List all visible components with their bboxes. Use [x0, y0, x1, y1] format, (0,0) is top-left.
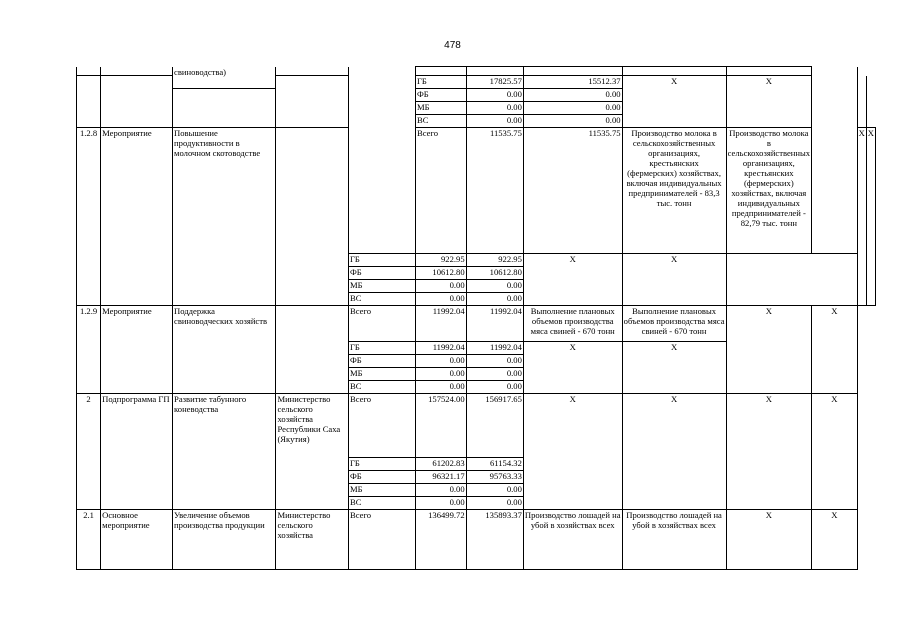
event-name: свиноводства) [173, 67, 276, 89]
fund-source: МБ [348, 280, 415, 293]
fact-value: 156917.65 [466, 394, 523, 458]
row-number: 1.2.8 [77, 128, 101, 306]
fund-source: ВС [348, 381, 415, 394]
fund-source: МБ [348, 368, 415, 381]
plan-value: 0.00 [415, 497, 466, 510]
mark-x: X [726, 306, 811, 394]
plan-value: 11992.04 [415, 306, 466, 342]
row-number: 2.1 [77, 510, 101, 570]
event-name: Увеличение объемов производства продукции [173, 510, 276, 570]
executor: Министерство сельского хозяйства Республики Саха (Якутия) [276, 394, 349, 510]
mark-x: X [866, 128, 875, 306]
budget-table [76, 66, 876, 570]
fund-source: ВС [348, 293, 415, 306]
fact-value: 0.00 [466, 497, 523, 510]
fact-value: 0.00 [466, 368, 523, 381]
fact-value: 11992.04 [466, 342, 523, 355]
fact-value: 0.00 [466, 355, 523, 368]
plan-value: 0.00 [466, 115, 523, 128]
fund-source: ГБ [348, 254, 415, 267]
plan-value: 0.00 [415, 381, 466, 394]
event-name: Повышение продуктивности в молочном скотоводстве [173, 128, 276, 306]
result-fact: Производство лошадей на убой в хозяйствах всех [622, 510, 726, 570]
fact-value: 61154.32 [466, 458, 523, 471]
table-row [77, 306, 876, 342]
row-number: 1.2.9 [77, 306, 101, 394]
mark-x: X [812, 306, 857, 394]
fact-value: 0.00 [466, 293, 523, 306]
fact-value: 15512.37 [523, 76, 622, 89]
fact-value: 0.00 [466, 484, 523, 497]
fund-source: МБ [348, 484, 415, 497]
plan-value: 0.00 [415, 293, 466, 306]
fund-source: ФБ [348, 267, 415, 280]
plan-value: 0.00 [415, 368, 466, 381]
fund-source: ГБ [348, 342, 415, 355]
row-type: Мероприятие [101, 306, 173, 394]
fact-value: 11992.04 [466, 306, 523, 342]
fund-source: ФБ [415, 89, 466, 102]
result-plan: Производство молока в сельскохозяйственных организациях, крестьянских (фермерских) хозяйствах, включая индивидуальных предпринимателей - 83,3 тыс. тонн [622, 128, 726, 254]
plan-value: 0.00 [415, 355, 466, 368]
table-frame [76, 66, 876, 600]
fact-value: 0.00 [466, 381, 523, 394]
page-number: 478 [444, 40, 461, 51]
mark-x: X [726, 394, 811, 510]
fund-source: Всего [348, 510, 415, 570]
plan-value: 0.00 [415, 484, 466, 497]
table-row [77, 394, 876, 458]
plan-value: 17825.57 [466, 76, 523, 89]
result-fact: Производство молока в сельскохозяйственных организациях, крестьянских (фермерских) хозяйствах, включая индивидуальных предпринимателей - 82,79 тыс. тонн [726, 128, 811, 254]
row-number: 2 [77, 394, 101, 510]
mark-x: X [726, 510, 811, 570]
result-fact: X [622, 394, 726, 510]
fact-value: 11535.75 [523, 128, 622, 254]
fact-value: 0.00 [523, 115, 622, 128]
executor: Министерство сельского хозяйства [276, 510, 349, 570]
plan-value: 136499.72 [415, 510, 466, 570]
result-plan: Производство лошадей на убой в хозяйствах всех [523, 510, 622, 570]
fact-value: 0.00 [466, 280, 523, 293]
table-row [77, 67, 876, 76]
fund-source: МБ [415, 102, 466, 115]
fact-value: 95763.33 [466, 471, 523, 484]
plan-value: 61202.83 [415, 458, 466, 471]
fund-source: ФБ [348, 471, 415, 484]
plan-value: 922.95 [415, 254, 466, 267]
result-fact: X [622, 342, 726, 394]
event-name: Развитие табунного коневодства [173, 394, 276, 510]
plan-value: 96321.17 [415, 471, 466, 484]
mark-x: X [857, 128, 866, 306]
result-plan: Выполнение плановых объемов производства мяса свиней - 670 тонн [523, 306, 622, 342]
plan-value: 10612.80 [415, 267, 466, 280]
fact-value: 135893.37 [466, 510, 523, 570]
fund-source: Всего [348, 394, 415, 458]
mark-x: X [812, 394, 857, 510]
row-type: Основное мероприятие [101, 510, 173, 570]
plan-value: 0.00 [415, 280, 466, 293]
result-fact: X [622, 254, 726, 306]
result-fact: Выполнение плановых объемов производства мяса свиней - 670 тонн [622, 306, 726, 342]
plan-value: 0.00 [466, 102, 523, 115]
result-plan: X [523, 394, 622, 510]
fact-value: 0.00 [523, 89, 622, 102]
row-type: Мероприятие [101, 128, 173, 306]
plan-value: 0.00 [466, 89, 523, 102]
fact-value: 922.95 [466, 254, 523, 267]
fact-value: 0.00 [523, 102, 622, 115]
fund-source: ВС [348, 497, 415, 510]
fact-value: 10612.80 [466, 267, 523, 280]
fund-source: ГБ [415, 76, 466, 89]
result-plan: X [622, 76, 726, 89]
row-type: Подпрограмма ГП [101, 394, 173, 510]
result-plan: X [523, 342, 622, 394]
fund-source: ФБ [348, 355, 415, 368]
plan-value: 11992.04 [415, 342, 466, 355]
table-row [77, 510, 876, 570]
table-row [77, 128, 876, 254]
table-row [77, 89, 876, 102]
result-fact: X [726, 76, 811, 89]
result-plan: X [523, 254, 622, 306]
plan-value: 157524.00 [415, 394, 466, 458]
fund-source: Всего [348, 306, 415, 342]
fund-source: ГБ [348, 458, 415, 471]
event-name: Поддержка свиноводческих хозяйств [173, 306, 276, 394]
mark-x: X [812, 510, 857, 570]
fund-source: ВС [415, 115, 466, 128]
fund-source: Всего [415, 128, 466, 254]
plan-value: 11535.75 [466, 128, 523, 254]
